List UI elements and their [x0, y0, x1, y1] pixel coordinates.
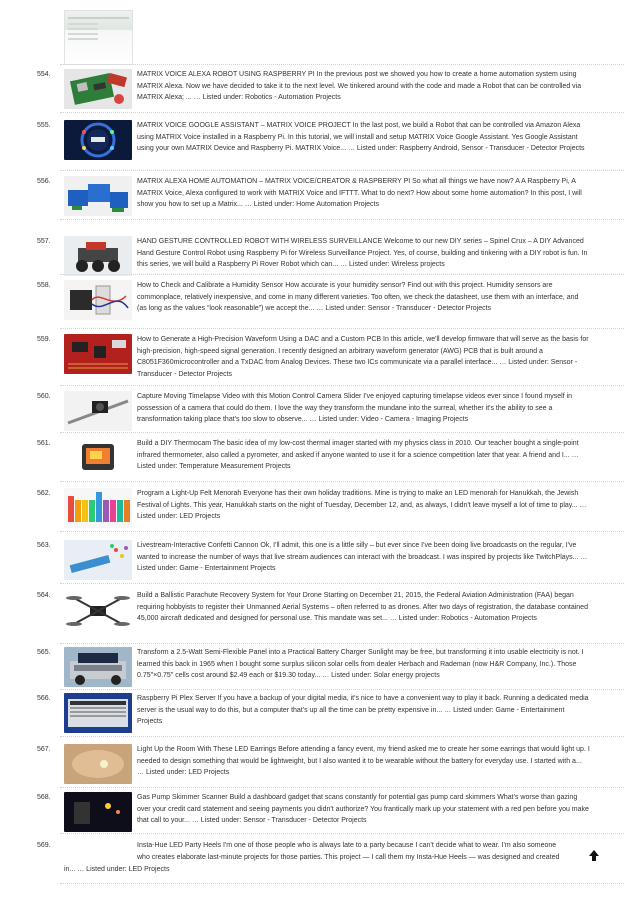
top-cropped-thumbnail [64, 10, 133, 65]
drone-image[interactable] [64, 590, 132, 630]
item-description[interactable]: How to Check and Calibrate a Humidity Sensor How accurate is your humidity sensor? Find out with this project. Humidity sensors are commonplace, relatively inexpensive, and come in many different varieties. Too often, we check the datasheet, use them with an interface, and (as long as the values “look reasonable”) we accept the... … Listed under: Sensor - Transducer - Detector Projects [137, 282, 579, 312]
divider [60, 643, 624, 644]
item-description[interactable]: Build a Ballistic Parachute Recovery System for Your Drone Starting on December 21, 2015, the Federal Aviation Administration (FAA) began requiring hobbyists to register their Unmanned Aerial Systems – often referred to as drones. After two days of registration, the database contained 45,000 aircraft dedicated and designed for personal use. This mandate was set... … Listed under: Robotics - Automation Projects [137, 592, 588, 622]
thermocam-image[interactable] [64, 438, 132, 478]
jeep-solar-panel-image[interactable] [64, 647, 132, 687]
raspberry-pi-board-image[interactable] [64, 69, 132, 109]
item-number: 564. [37, 592, 51, 599]
item-number: 565. [37, 649, 51, 656]
divider [60, 689, 624, 690]
item-number: 568. [37, 794, 51, 801]
item-number: 569. [37, 842, 51, 849]
divider [60, 787, 624, 788]
camera-slider-image[interactable] [64, 391, 132, 431]
divider [60, 328, 624, 329]
relay-modules-image[interactable] [64, 176, 132, 216]
item-description[interactable]: Capture Moving Timelapse Video with this Motion Control Camera Slider I've enjoyed capturing timelapse videos ever since I found myself in possession of a camera that could do them. I love the way they transform the mundane into the surreal, whether it's the ability to see a transformation taking place that's too slow to observe... … Listed under: Video - Camera - Imaging Projects [137, 393, 573, 423]
item-description[interactable]: Program a Light-Up Felt Menorah Everyone has their own holiday traditions. Mine is trying to make an LED menorah for Hanukkah, the Jewish Festival of Lights. This year, Hanukkah starts on the night of Tuesday, December 12, and, as always, I didn't leave myself a lot of time to play... … Listed under: LED Projects [137, 490, 587, 520]
scroll-to-top-icon[interactable] [589, 850, 599, 861]
item-number: 557. [37, 238, 51, 245]
divider [60, 833, 624, 834]
item-number: 558. [37, 282, 51, 289]
item-description-line[interactable]: who creates elaborate last-minute projects for those parties. This project — I call them my Insta-Hue Heels — was designed and created [137, 854, 560, 861]
divider [60, 274, 624, 275]
divider [60, 583, 624, 584]
item-number: 561. [37, 440, 51, 447]
item-description[interactable]: Gas Pump Skimmer Scanner Build a dashboard gadget that scans constantly for potential gas pump card skimmers What's worse than gazing over your credit card statement and seeing payments you didn't authorize? You frantically mark up your statement with a red pen before you make that call to your... … Listed under: Sensor - Transducer - Detector Projects [137, 794, 589, 824]
item-number: 556. [37, 178, 51, 185]
item-number: 555. [37, 122, 51, 129]
led-earrings-image[interactable] [64, 744, 132, 784]
divider [60, 385, 624, 386]
divider [60, 432, 624, 433]
confetti-cannon-image[interactable] [64, 540, 132, 580]
item-description[interactable]: MATRIX VOICE GOOGLE ASSISTANT – MATRIX VOICE PROJECT In the last post, we build a Robot that can be controlled via Amazon Alexa using MATRIX Voice installed in a Raspberry Pi. In this tutorial, we will install and setup MATRIX Voice Google Assistant. Yes Google Assistant using your own MATRIX Device and Raspberry Pi. MATRIX Voice... … Listed under: Raspberry Android, Sensor - Transducer - Detector Projects [137, 122, 585, 152]
red-pcb-image[interactable] [64, 334, 132, 374]
item-description-line[interactable]: Insta-Hue LED Party Heels I'm one of those people who is always late to a party because I can't decide what to wear. I'm also someone [137, 842, 557, 849]
gas-pump-night-image[interactable] [64, 792, 132, 832]
item-number: 554. [37, 71, 51, 78]
item-description[interactable]: HAND GESTURE CONTROLLED ROBOT WITH WIRELESS SURVEILLANCE Welcome to our new DIY series – Spinel Crux – A DIY Advanced Hand Gesture Control Robot using Raspberry Pi for Wireless Surveillance Project. Yes, of course, building and tinkering with a DIY robot is fun. In this series, we will build a Raspberry Pi Rover Robot which can... … Listed under: Wireless projects [137, 238, 588, 268]
item-number: 560. [37, 393, 51, 400]
item-description[interactable]: Livestream-Interactive Confetti Cannon Ok, I'll admit, this one is a little silly – but ever since I've been doing live broadcasts on the regular, I've wanted to increase the number of ways that live stream audiences can interact with the broadcast. I was inspired by projects like TwitchPlays... … Listed under: Game - Entertainment Projects [137, 542, 588, 572]
divider [60, 219, 624, 220]
item-description[interactable]: How to Generate a High-Precision Waveform Using a DAC and a Custom PCB In this article, we'll develop firmware that will serve as the basis for high-precision, high-speed signal generation. I recently designed an arbitrary waveform generator (AWG) PCB that is built around a C8051F360microcontroller and a TxDAC from Analog Devices. These two ICs communicate via a parallel interface... … Listed under: Sensor - Transducer - Detector Projects [137, 336, 589, 378]
item-number: 559. [37, 336, 51, 343]
felt-menorah-image[interactable] [64, 488, 132, 528]
plex-server-screen-image[interactable] [64, 693, 132, 733]
divider [60, 64, 624, 65]
item-number: 563. [37, 542, 51, 549]
item-number: 566. [37, 695, 51, 702]
item-description[interactable]: Light Up the Room With These LED Earrings Before attending a fancy event, my friend asked me to create her some earrings that would light up. I needed to design something that would be lightweight, but I also wanted it to be wearable without the battery for everyday use. I started with a... … Listed under: LED Projects [137, 746, 590, 776]
item-description[interactable]: MATRIX ALEXA HOME AUTOMATION – MATRIX VOICE/CREATOR & RASPBERRY PI So what all things we have now? A A Raspberry Pi, A MATRIX Voice, Alexa configured to work with MATRIX Voice and IFTTT. What to do next? How about some home automation? In this post, I will show you how to set up a Matrix... … Listed under: Home Automation Projects [137, 178, 582, 208]
item-description[interactable]: Raspberry Pi Plex Server If you have a backup of your digital media, it's nice to have a convenient way to play it back. Running a dedicated media server is the usual way to do this, but a computer that's up all the time can be pretty expensive in... … Listed under: Game - Entertainment Projects [137, 695, 589, 725]
item-description[interactable]: MATRIX VOICE ALEXA ROBOT USING RASPBERRY PI In the previous post we showed you how to create a home automation system using MATRIX Alexa. Now we have decided to take it to the next level. We tinkered around with the code and made a Robot that can be controlled via MATRIX Alexa; ... … Listed under: Robotics - Automation Projects [137, 71, 582, 101]
divider [60, 883, 624, 884]
item-number: 562. [37, 490, 51, 497]
divider [60, 170, 624, 171]
rover-robot-image[interactable] [64, 236, 132, 276]
divider [60, 112, 624, 113]
humidity-sensor-setup-image[interactable] [64, 280, 132, 320]
divider [60, 481, 624, 482]
divider [60, 736, 624, 737]
matrix-voice-led-ring-image[interactable] [64, 120, 132, 160]
item-description[interactable]: Transform a 2.5-Watt Semi-Flexible Panel into a Practical Battery Charger Sunlight may be free, but transforming it into usable electricity is not. I learned this back in 1965 when I bought some surplus silicon solar cells from dealer Herbach and Rademan (now H&R Company, Inc.). Those 0.75″×0.75″ cells cost around $2.49 each or $19.30 today... … Listed under: Solar energy projects [137, 649, 584, 679]
item-number: 567. [37, 746, 51, 753]
item-description-line[interactable]: in... … Listed under: LED Projects [64, 866, 170, 873]
divider [60, 531, 624, 532]
item-description[interactable]: Build a DIY Thermocam The basic idea of my low-cost thermal imager started with my physics class in 2010. Our teacher bought a single-point infrared thermometer, also called a pyrometer, and asked if anyone wanted to use it for a science competition later that year. A friend and I... … Listed under: Temperature Measurement Projects [137, 440, 579, 470]
